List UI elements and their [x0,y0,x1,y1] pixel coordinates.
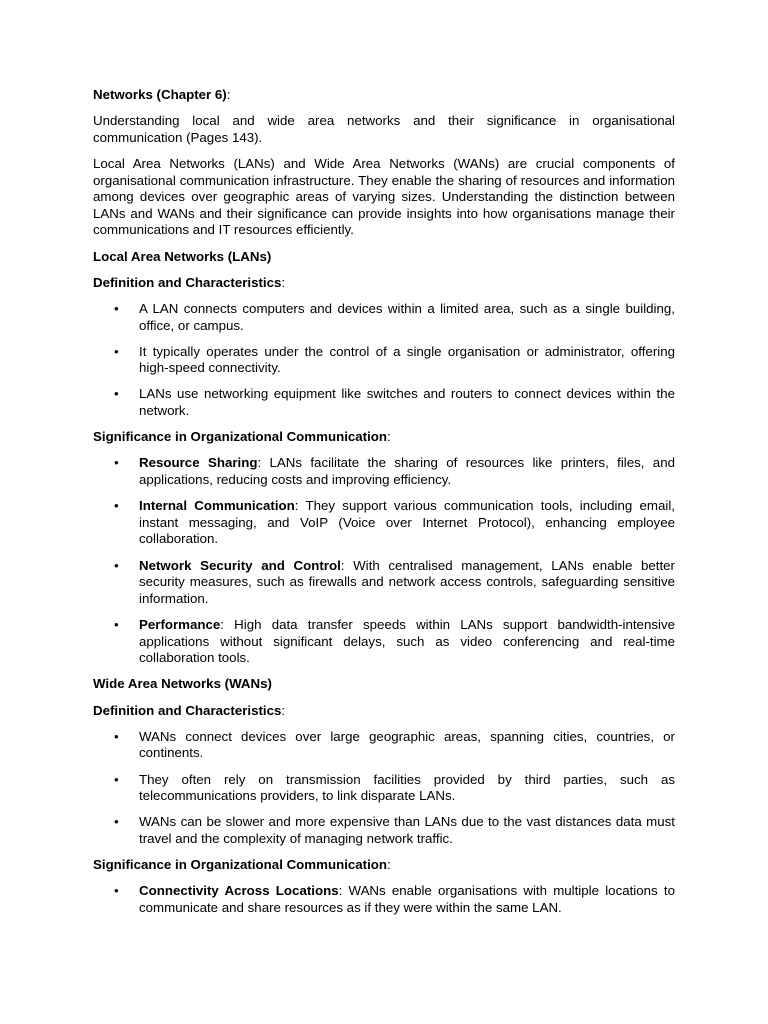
list-item: • WANs connect devices over large geographic areas, spanning cities, countries, or continents. [114,728,675,761]
list-item: • Network Security and Control: With centralised management, LANs enable better security measures, such as firewalls and network access controls, safeguarding sensitive information. [114,557,675,606]
bullet-icon: • [114,883,119,899]
chapter-title: Networks (Chapter 6): [93,87,231,102]
wan-significance-list [93,883,675,916]
list-item-term: Internal Communication [139,498,295,514]
bullet-icon: • [114,616,119,632]
bullet-icon: • [114,498,119,514]
bullet-icon: • [114,300,119,316]
list-item: • They often rely on transmission facilities provided by third parties, such as telecommunications providers, to link disparate LANs. [114,771,675,804]
bullet-icon: • [114,386,119,402]
bullet-icon: • [114,728,119,744]
document-body [93,87,675,926]
wan-heading: Wide Area Networks (WANs) [93,676,272,692]
bullet-icon: • [114,814,119,830]
bullet-icon: • [114,771,119,787]
list-item-term: Performance [139,616,221,632]
chapter-title-text: Networks (Chapter 6) [93,87,227,102]
list-item: • WANs can be slower and more expensive than LANs due to the vast distances data must travel and the complexity of managing network traffic. [114,814,675,846]
lan-significance-heading: Significance in Organizational Communication: [93,429,391,445]
list-item-term: Connectivity Across Locations [139,883,339,899]
lan-definition-heading: Definition and Characteristics: [93,274,286,290]
wan-definition-list [93,729,675,848]
intro-paragraph-1: Understanding local and wide area networks and their significance in organisational communication (Pages 143). [93,113,675,145]
bullet-icon: • [114,455,119,471]
list-item: • Internal Communication: They support various communication tools, including email, instant messaging, and VoIP (Voice over Internet Protocol), enhancing employee collaboration. [114,498,675,547]
list-item: • It typically operates under the control of a single organisation or administrator, offering high-speed connectivity. [114,343,675,376]
list-item-term: Network Security and Control [139,557,341,573]
list-item: • LANs use networking equipment like switches and routers to connect devices within the network. [114,386,675,419]
lan-significance-list [93,455,675,666]
bullet-icon: • [114,557,119,573]
list-item-term: Resource Sharing [139,455,258,471]
lan-definition-list [93,301,675,420]
list-item: • Connectivity Across Locations: WANs enable organisations with multiple locations to communicate and share resources as if they were within the same LAN. [114,883,675,915]
wan-significance-heading: Significance in Organizational Communication: [93,857,391,873]
intro-paragraph-2: Local Area Networks (LANs) and Wide Area Networks (WANs) are crucial components of organisational communication infrastructure. They enable the sharing of resources and information among devices over geographic areas of varying sizes. Understanding the distinction between LANs and WANs and their significance can provide insights into how organisations manage their communications and IT resources efficiently. [93,155,675,238]
list-item: • A LAN connects computers and devices within a limited area, such as a single building, office, or campus. [114,300,675,333]
bullet-icon: • [114,343,119,359]
list-item: • Performance: High data transfer speeds within LANs support bandwidth-intensive applications without significant delays, such as video conferencing and real-time collaboration tools. [114,616,675,666]
list-item: • Resource Sharing: LANs facilitate the sharing of resources like printers, files, and applications, reducing costs and improving efficiency. [114,455,675,488]
wan-definition-heading: Definition and Characteristics: [93,702,286,718]
lan-heading: Local Area Networks (LANs) [93,248,272,264]
